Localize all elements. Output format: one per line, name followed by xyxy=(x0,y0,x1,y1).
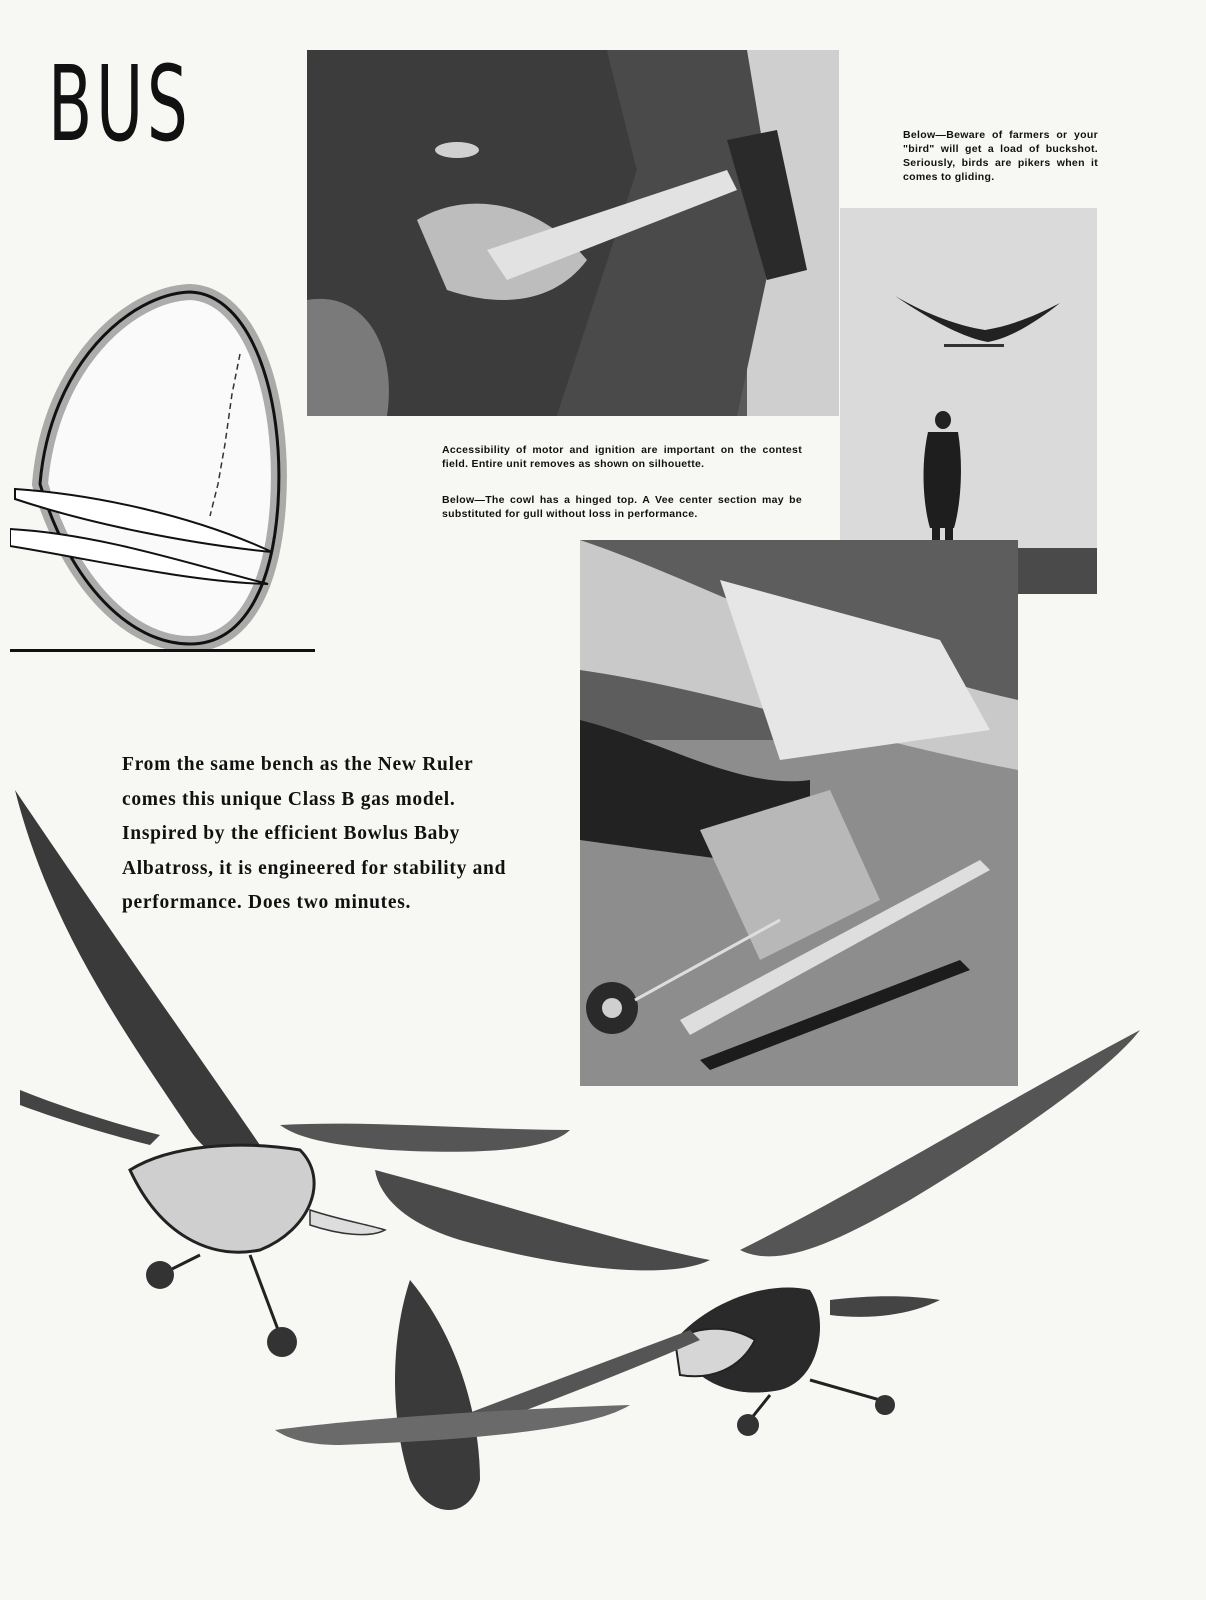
bird-glider-photo-art xyxy=(840,208,1097,594)
bird-glider-photo xyxy=(840,208,1097,594)
motor-access-caption: Accessibility of motor and ignition are important on the contest field. Entire unit removes as shown on silhouette. xyxy=(442,444,802,470)
wing-silhouette-art xyxy=(10,284,320,656)
motor-unit-photo xyxy=(307,50,839,416)
page-title: BUS xyxy=(48,43,192,165)
bird-photo-caption: Below—Beware of farmers or your "bird" will get a load of buckshot. Seriously, birds are pikers when it comes to gliding. xyxy=(903,129,1098,183)
intro-paragraph: From the same bench as the New Ruler comes this unique Class B gas model. Inspired by the efficient Bowlus Baby Albatross, it is engineered for stability and performance. Does two minutes. xyxy=(122,754,507,913)
flying-models-illustration xyxy=(10,780,1150,1520)
motor-unit-photo-art xyxy=(307,50,839,416)
wing-silhouette-drawing xyxy=(10,284,320,656)
cowl-caption: Below—The cowl has a hinged top. A Vee center section may be substituted for gull without loss in performance. xyxy=(442,494,802,520)
flying-models-art xyxy=(10,780,1150,1520)
